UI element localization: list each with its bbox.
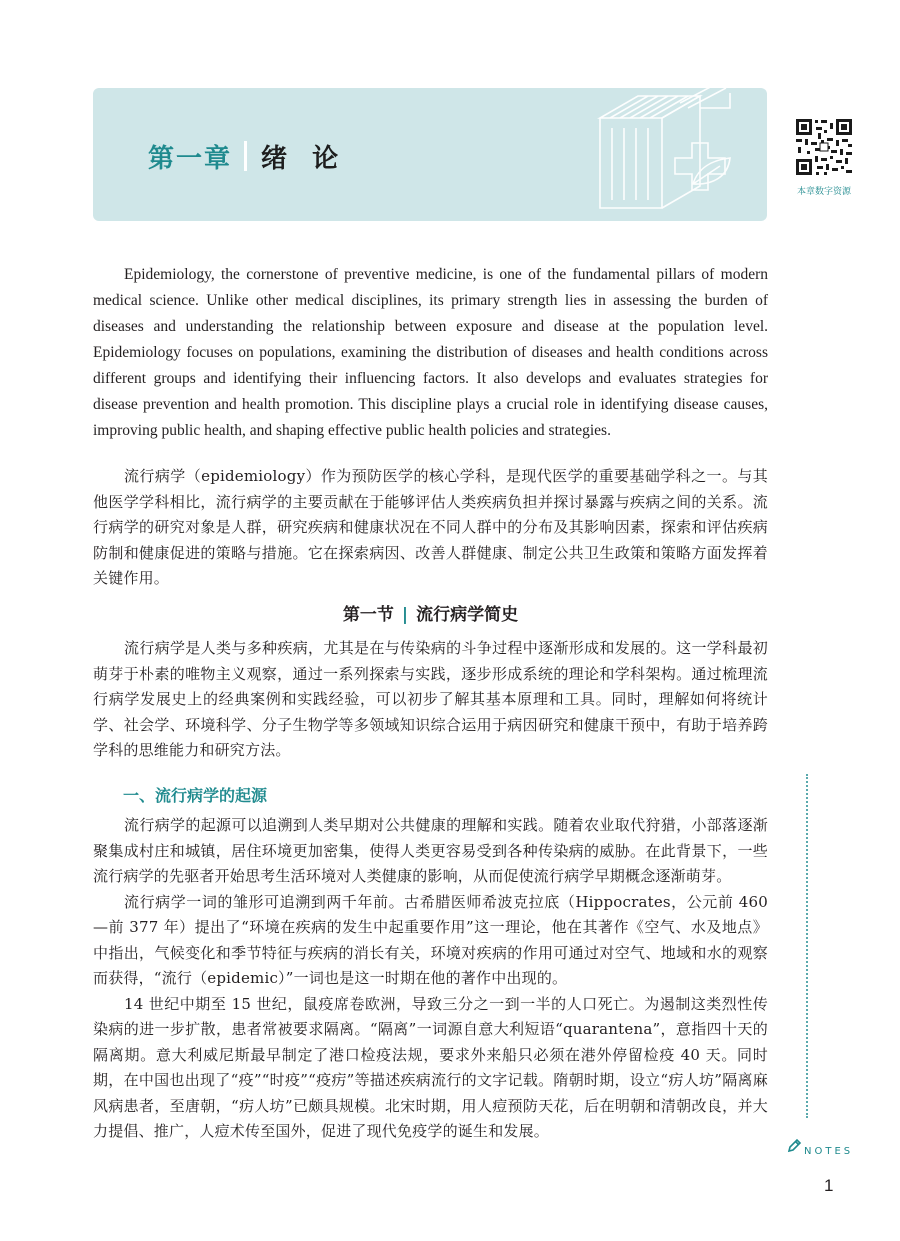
section-intro: 流行病学是人类与多种疾病，尤其是在与传染病的斗争过程中逐渐形成和发展的。这一学科最初萌芽于朴素的唯物主义观察，通过一系列探索与实践，逐步形成系统的理论和学科架构。通过梳理流行病学发展史上的经典案例和实践经验，可以初步了解其基本原理和工具。同时，理解如何将统计学、社会学、环境科学、分子生物学等多领域知识综合运用于病因研究和健康干预中，有助于培养跨学科的思维能力和研究方法。 — [93, 639, 768, 759]
chapter-number: 第一章 — [148, 143, 233, 174]
qr-label: 本章数字资源 — [796, 187, 851, 197]
origin-paragraph-2: 流行病学一词的雏形可追溯到两千年前。古希腊医师希波克拉底（Hippocrates，公元前 460—前 377 年）提出了“环境在疾病的发生中起重要作用”这一理论，他在其著作《空气、水及地点》中指出，气候变化和季节特征与疾病的消长有关，环境对疾病的作用可通过对空气、地域和水的观察而获得，“流行（epidemic）”一词也是这一时期在他的著作中出现的。 — [93, 892, 768, 987]
english-intro: Epidemiology, the cornerstone of preventive medicine, is one of the fundamental pillars of modern medical science. Unlike other medical disciplines, its primary strength lies in assessing the burden of diseases and understanding the relationship between exposure and disease at the population level. Epidemiology focuses on populations, examining the distribution of diseases and health conditions across different groups and identifying their influencing factors. It also develops and evaluates strategies for disease prevention and health promotion. This discipline plays a crucial role in identifying disease causes, improving public health, and shaping effective public health policies and strategies. — [93, 266, 768, 439]
section-divider: | — [401, 605, 409, 625]
chapter-title — [148, 136, 346, 176]
subsection-body — [93, 813, 768, 1145]
page-number: 1 — [824, 1176, 834, 1195]
books-cross-leaf-icon — [580, 88, 755, 221]
origin-paragraph-3: 14 世纪中期至 15 世纪，鼠疫席卷欧洲，导致三分之一到一半的人口死亡。为遏制这类烈性传染病的进一步扩散，患者常被要求隔离。“隔离”一词源自意大利短语“quarantena”，意指四十天的隔离期。意大利威尼斯最早制定了港口检疫法规，要求外来船只必须在港外停留检疫 40 天。同时期，在中国也出现了“疫”“时疫”“疫疠”等描述疾病流行的文字记载。隋朝时期，设立“疠人坊”隔离麻风病患者，至唐朝，“疠人坊”已颇具规模。北宋时期，用人痘预防天花，后在明朝和清朝改良，并大力提倡、推广，人痘术传至国外，促进了现代免疫学的诞生和发展。 — [93, 994, 768, 1140]
pencil-icon — [786, 1138, 802, 1154]
qr-code-icon[interactable] — [790, 116, 858, 178]
notes-label: NOTES — [804, 1146, 854, 1157]
section-intro-block — [93, 636, 768, 764]
chapter-banner — [93, 88, 767, 221]
qr-code-block[interactable] — [790, 116, 858, 197]
section-heading — [93, 600, 768, 625]
origin-paragraph-1: 流行病学的起源可以追溯到人类早期对公共健康的理解和实践。随着农业取代狩猎，小部落逐渐聚集成村庄和城镇，居住环境更加密集，使得人类更容易受到各种传染病的威胁。在此背景下，一些流行病学的先驱者开始思考生活环境对人类健康的影响，从而促使流行病学早期概念逐渐萌芽。 — [93, 816, 768, 885]
chinese-intro: 流行病学（epidemiology）作为预防医学的核心学科，是现代医学的重要基础学科之一。与其他医学学科相比，流行病学的主要贡献在于能够评估人类疾病负担并探讨暴露与疾病之间的关系。流行病学的研究对象是人群，研究疾病和健康状况在不同人群中的分布及其影响因素，探索和评估疾病防制和健康促进的策略与措施。它在探索病因、改善人群健康、制定公共卫生政策和策略方面发挥着关键作用。 — [93, 467, 768, 587]
section-number: 第一节 — [342, 605, 394, 625]
section-title: 流行病学简史 — [416, 605, 519, 625]
chapter-name: 绪 论 — [261, 143, 347, 174]
notes-dotted-rule — [806, 774, 808, 1118]
chinese-intro-block — [93, 464, 768, 592]
notes-marker — [786, 1134, 853, 1157]
chapter-divider — [244, 141, 247, 171]
subsection-heading: 一、流行病学的起源 — [123, 786, 268, 805]
